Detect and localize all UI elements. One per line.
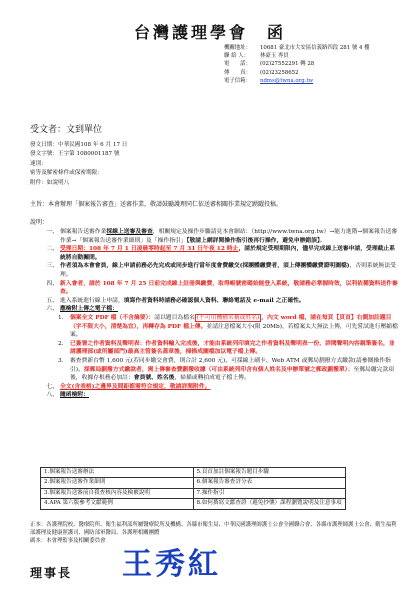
document-number: 發文字號：王字第 1080001187 號 xyxy=(30,151,120,158)
sender-phone: 電 話： (02)27552291 轉 28 xyxy=(224,61,315,68)
explanation-subitem xyxy=(32,314,398,340)
item-text xyxy=(70,340,398,357)
item-text-run: ，請於規定受理期限內，儘早完成線上送審申請，受理截止系統將自動關閉。 xyxy=(60,246,396,261)
item-text xyxy=(60,245,398,262)
subject: 主旨：本會辦理「個案報告審查」送審作業，敬請鼓勵護理同仁依送審相關作業規定踴躍投稿。 xyxy=(30,201,283,208)
explanation-subitem xyxy=(32,357,398,383)
item-text-run: 採線上送審及審查 xyxy=(106,229,153,235)
item-text-run: 審查費新台幣 1,600 元(若同步繳交會費，則合計 2,600 元)，可採線上刷卡、Web ATM 或郵局劃撥方式繳款(請參閱操作指引)。 xyxy=(70,357,391,373)
item-text-run: 填寫作者資料時請務必確認個人資料、聯絡電話及 e-mail 之正確性。 xyxy=(123,297,305,304)
item-text-run: 個案報告送審作業 xyxy=(60,229,107,235)
attachment-table xyxy=(40,467,346,510)
urgency: 速別： xyxy=(30,160,47,167)
item-number: 3. xyxy=(58,357,64,364)
table-cell: 5.頁首加註個案報告題目步驟 xyxy=(193,468,346,478)
confidentiality: 密等及解密條件或保密期限： xyxy=(30,170,103,177)
explanation-item xyxy=(32,305,398,314)
item-text-run: 個案全文 PDF 檔（不含摘要）： xyxy=(70,314,155,321)
item-text-run: ，掃描或轉拍成電子檔上傳。 xyxy=(174,375,250,382)
signature-stamp xyxy=(120,544,240,580)
recipient: 受文者：文到單位 xyxy=(30,125,103,135)
table-cell: 4.APA 第六版參考文獻範例 xyxy=(41,499,194,509)
explanation-item xyxy=(32,262,398,279)
item-text-run: 隨函檢附： xyxy=(60,392,89,399)
item-text xyxy=(60,391,398,400)
item-text-run: 應檢附上傳之電子檔： xyxy=(60,306,118,313)
item-text-run: 全文(含表格)之邊界及間距都需符合規定，敬請詳閱附件。 xyxy=(60,383,211,390)
explanation-items xyxy=(32,228,398,400)
item-text-run: 進入系統進行線上申請， xyxy=(60,297,124,304)
item-number: 七、 xyxy=(46,383,58,390)
explanation-subitem xyxy=(32,340,398,357)
table-row xyxy=(41,499,346,509)
item-text-run: 請以題目為檔名 xyxy=(154,314,195,321)
item-text xyxy=(60,383,398,392)
explanation-item xyxy=(32,228,398,245)
item-text-run: 已簽署之作者資料及聲明表：作者資料輸入完成後，才能由系統列印填完之作者資料及聲明表一份，詳閱聲明內容親筆簽名，並請護理部(或所屬部門)最高主管簽名蓋章後，掃描成圖檔加以電子檔上傳。 xyxy=(70,340,395,356)
table-cell: 7.操作指引 xyxy=(193,488,346,498)
item-text-run: ，內文 word 檔，請在每頁【頁首】右側加註題目（字不限大小，清楚為宜） xyxy=(70,314,392,330)
sender-info xyxy=(224,44,370,85)
explanation-item xyxy=(32,297,398,306)
email-link[interactable]: ndms@twna.org.tw xyxy=(260,77,314,84)
document-meta xyxy=(30,141,127,188)
item-text-run: ，否則系統無法受理。 xyxy=(60,263,396,278)
item-text xyxy=(60,228,398,245)
item-text xyxy=(60,280,398,297)
table-cell: 3.個案報告送審前自我查核內容及檢覈說明 xyxy=(41,488,194,498)
explanation-label: 說明： xyxy=(30,219,49,226)
item-text xyxy=(60,297,398,306)
item-text-run: 。 xyxy=(319,237,326,244)
item-text-run: ，相關規定及操作步驟請見本會網站：（http://www.twna.org.tw）→能力進階→個案報告送審作業→「個案報告送審作業細則」及「操作指引」 xyxy=(60,229,398,244)
item-text xyxy=(60,305,398,314)
sender-email: 電子信箱： ndms@twna.org.tw xyxy=(224,77,314,84)
table-cell: 8.如何撰寫文獻查證（避免抄襲）課程瀏覽說明及注意事項 xyxy=(193,499,346,509)
item-text-run: (不可用機構名稱或姓名) xyxy=(196,314,260,321)
sender-fax: 傳 真： (02)23258652 xyxy=(224,69,299,76)
item-text-run: 會員號、姓名後 xyxy=(133,375,175,382)
cc-original: 正本：各護理院校、醫療院所、衛生福利部所屬醫療院所及機構、各縣市衛生局、中華民國護理師護士公會全國聯合會、各縣市護理師護士公會、衛生福利部護理及健康照護司、國防部軍醫局、各護理相關團體 xyxy=(30,522,397,537)
item-text-run: ；至郵局繳完款項後，收據存根務必加註： xyxy=(70,366,395,382)
table-row xyxy=(41,478,346,488)
item-text xyxy=(60,262,398,279)
sender-address: 機關地址： 10681 臺北市大安區信義路四段 281 號 4 樓 xyxy=(224,45,370,51)
attachment-note: 附件：如說明八 xyxy=(30,179,70,186)
cc-copy: 副本：本會理監事及相關委員會 xyxy=(30,538,106,545)
item-number: 2. xyxy=(58,340,64,347)
table-cell: 6.個案報告審查評分表 xyxy=(193,478,346,488)
item-text xyxy=(70,357,398,383)
distribution xyxy=(30,521,400,546)
explanation-item xyxy=(32,383,398,392)
item-text-run: 作者須為本會會員，線上申請前務必先完成或同步進行當年度會費繳交(採團體繳費者，須上傳團體繳費證明圖檔) xyxy=(60,263,350,270)
explanation-item xyxy=(32,280,398,297)
signature-name: 王秀紅 xyxy=(122,547,221,580)
document-title: 台灣護理學會 函 xyxy=(133,23,286,42)
item-text-run: 採郵局劃撥方式繳款者，需上傳審查費劃撥收據（可由系統列印含有個人姓名及申辦單號之郵政劃撥單） xyxy=(83,366,348,373)
table-row xyxy=(41,488,346,498)
item-number: 三、 xyxy=(46,263,58,270)
table-row xyxy=(41,468,346,478)
issue-date: 發文日期：中華民國108 年 6 月 17 日 xyxy=(30,142,128,148)
item-number: 六、 xyxy=(46,306,58,313)
item-number: 五、 xyxy=(46,297,58,304)
item-number: 四、 xyxy=(46,280,58,287)
item-number: 一、 xyxy=(46,229,58,235)
item-text-run: 新入會者，請於 108 年 7 月 25 日前完成線上註冊與繳費，取得帳號密碼始能登入系統，敬請務必掌握時效，以利依種資料送件審查。 xyxy=(60,280,398,296)
item-number: 八、 xyxy=(46,392,58,399)
item-number: 1. xyxy=(58,314,64,321)
table-cell: 2.個案報告送審作業細則 xyxy=(41,478,194,488)
item-text-run: ，再轉存為 PDF 檔上傳。 xyxy=(136,323,207,330)
sender-contact: 聯 絡 人： 林豪玉 專員 xyxy=(224,53,289,60)
explanation-item xyxy=(32,391,398,400)
item-text-run: 並請注意檔案大小(限 20Mb)，若檔案太大無法上傳，可先嘗試進行壓縮檔案。 xyxy=(70,323,398,339)
explanation-item xyxy=(32,245,398,262)
item-text xyxy=(70,314,398,340)
table-cell: 1.個案報告送審辦法 xyxy=(41,468,194,478)
signature-title: 理事長 xyxy=(30,566,73,580)
item-text-run: 【敬請上網詳閱操作指引後再行操作，避免申辦錯誤】 xyxy=(186,237,320,244)
item-number: 二、 xyxy=(46,246,58,253)
item-text-run: 受理日期：108 年 7 月 1 日凌晨零時起至 7 月 31 日午夜 12 時止 xyxy=(60,246,239,253)
